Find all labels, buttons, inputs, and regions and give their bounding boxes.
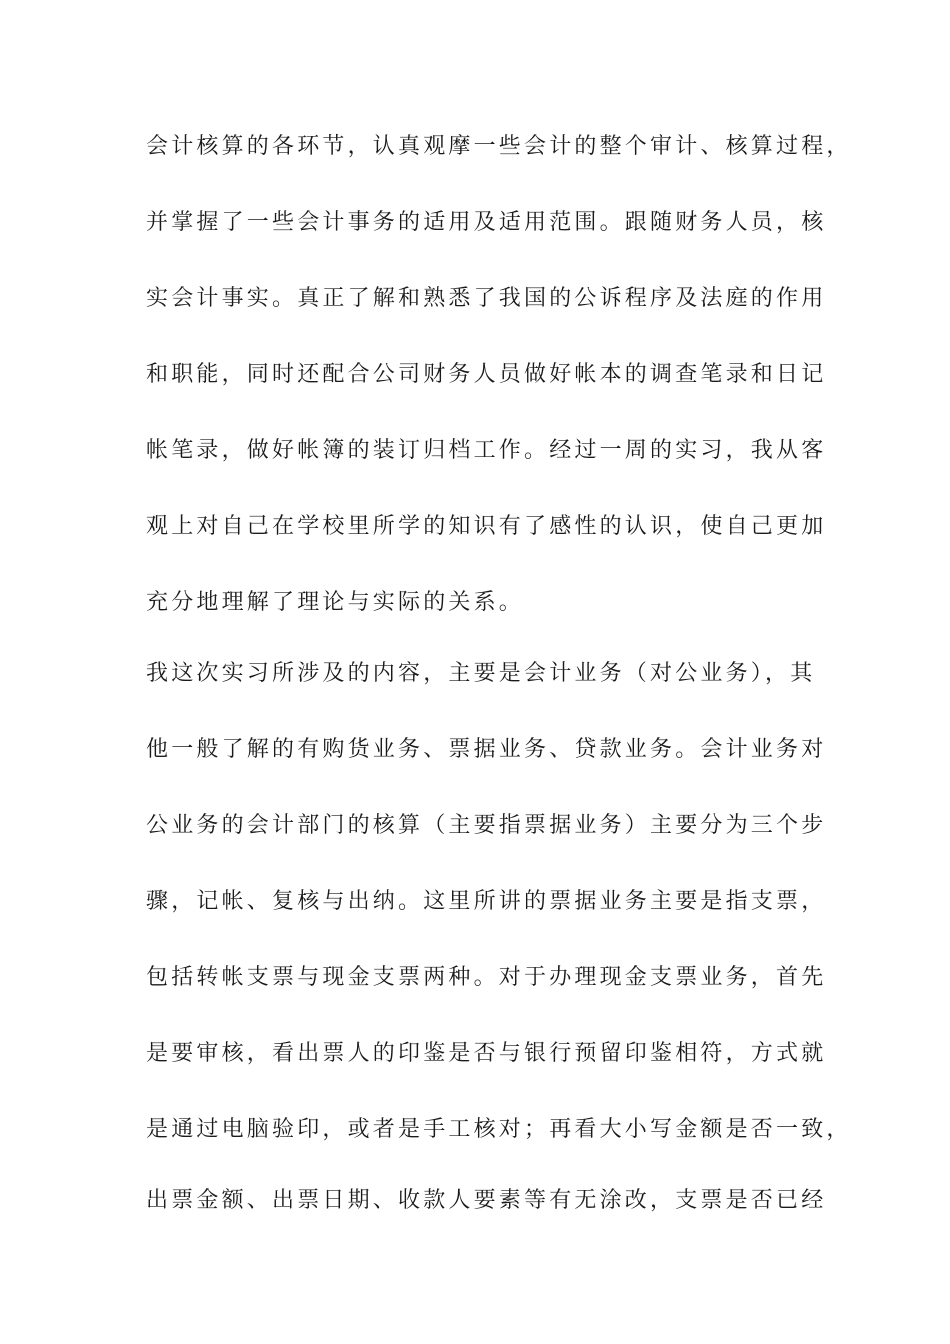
text-line: 他一般了解的有购货业务、票据业务、贷款业务。会计业务对 — [146, 737, 827, 762]
text-line: 会计核算的各环节，认真观摩一些会计的整个审计、核算过程， — [146, 134, 852, 159]
text-line: 实会计事实。真正了解和熟悉了我国的公诉程序及法庭的作用 — [146, 286, 827, 311]
text-line: 骤，记帐、复核与出纳。这里所讲的票据业务主要是指支票， — [146, 889, 827, 914]
text-line: 包括转帐支票与现金支票两种。对于办理现金支票业务，首先 — [146, 965, 827, 990]
text-line: 是通过电脑验印，或者是手工核对；再看大小写金额是否一致， — [146, 1117, 852, 1142]
text-line: 观上对自己在学校里所学的知识有了感性的认识，使自己更加 — [146, 514, 827, 539]
text-line: 充分地理解了理论与实际的关系。 — [146, 590, 525, 615]
text-line: 并掌握了一些会计事务的适用及适用范围。跟随财务人员，核 — [146, 210, 827, 235]
text-line: 和职能，同时还配合公司财务人员做好帐本的调查笔录和日记 — [146, 362, 827, 387]
text-line: 是要审核，看出票人的印鉴是否与银行预留印鉴相符，方式就 — [146, 1041, 827, 1066]
text-line: 我这次实习所涉及的内容，主要是会计业务（对公业务），其 — [146, 661, 816, 686]
text-line: 出票金额、出票日期、收款人要素等有无涂改，支票是否已经 — [146, 1188, 827, 1213]
text-line: 帐笔录，做好帐簿的装订归档工作。经过一周的实习，我从客 — [146, 438, 827, 463]
text-line: 公业务的会计部门的核算（主要指票据业务）主要分为三个步 — [146, 813, 827, 838]
